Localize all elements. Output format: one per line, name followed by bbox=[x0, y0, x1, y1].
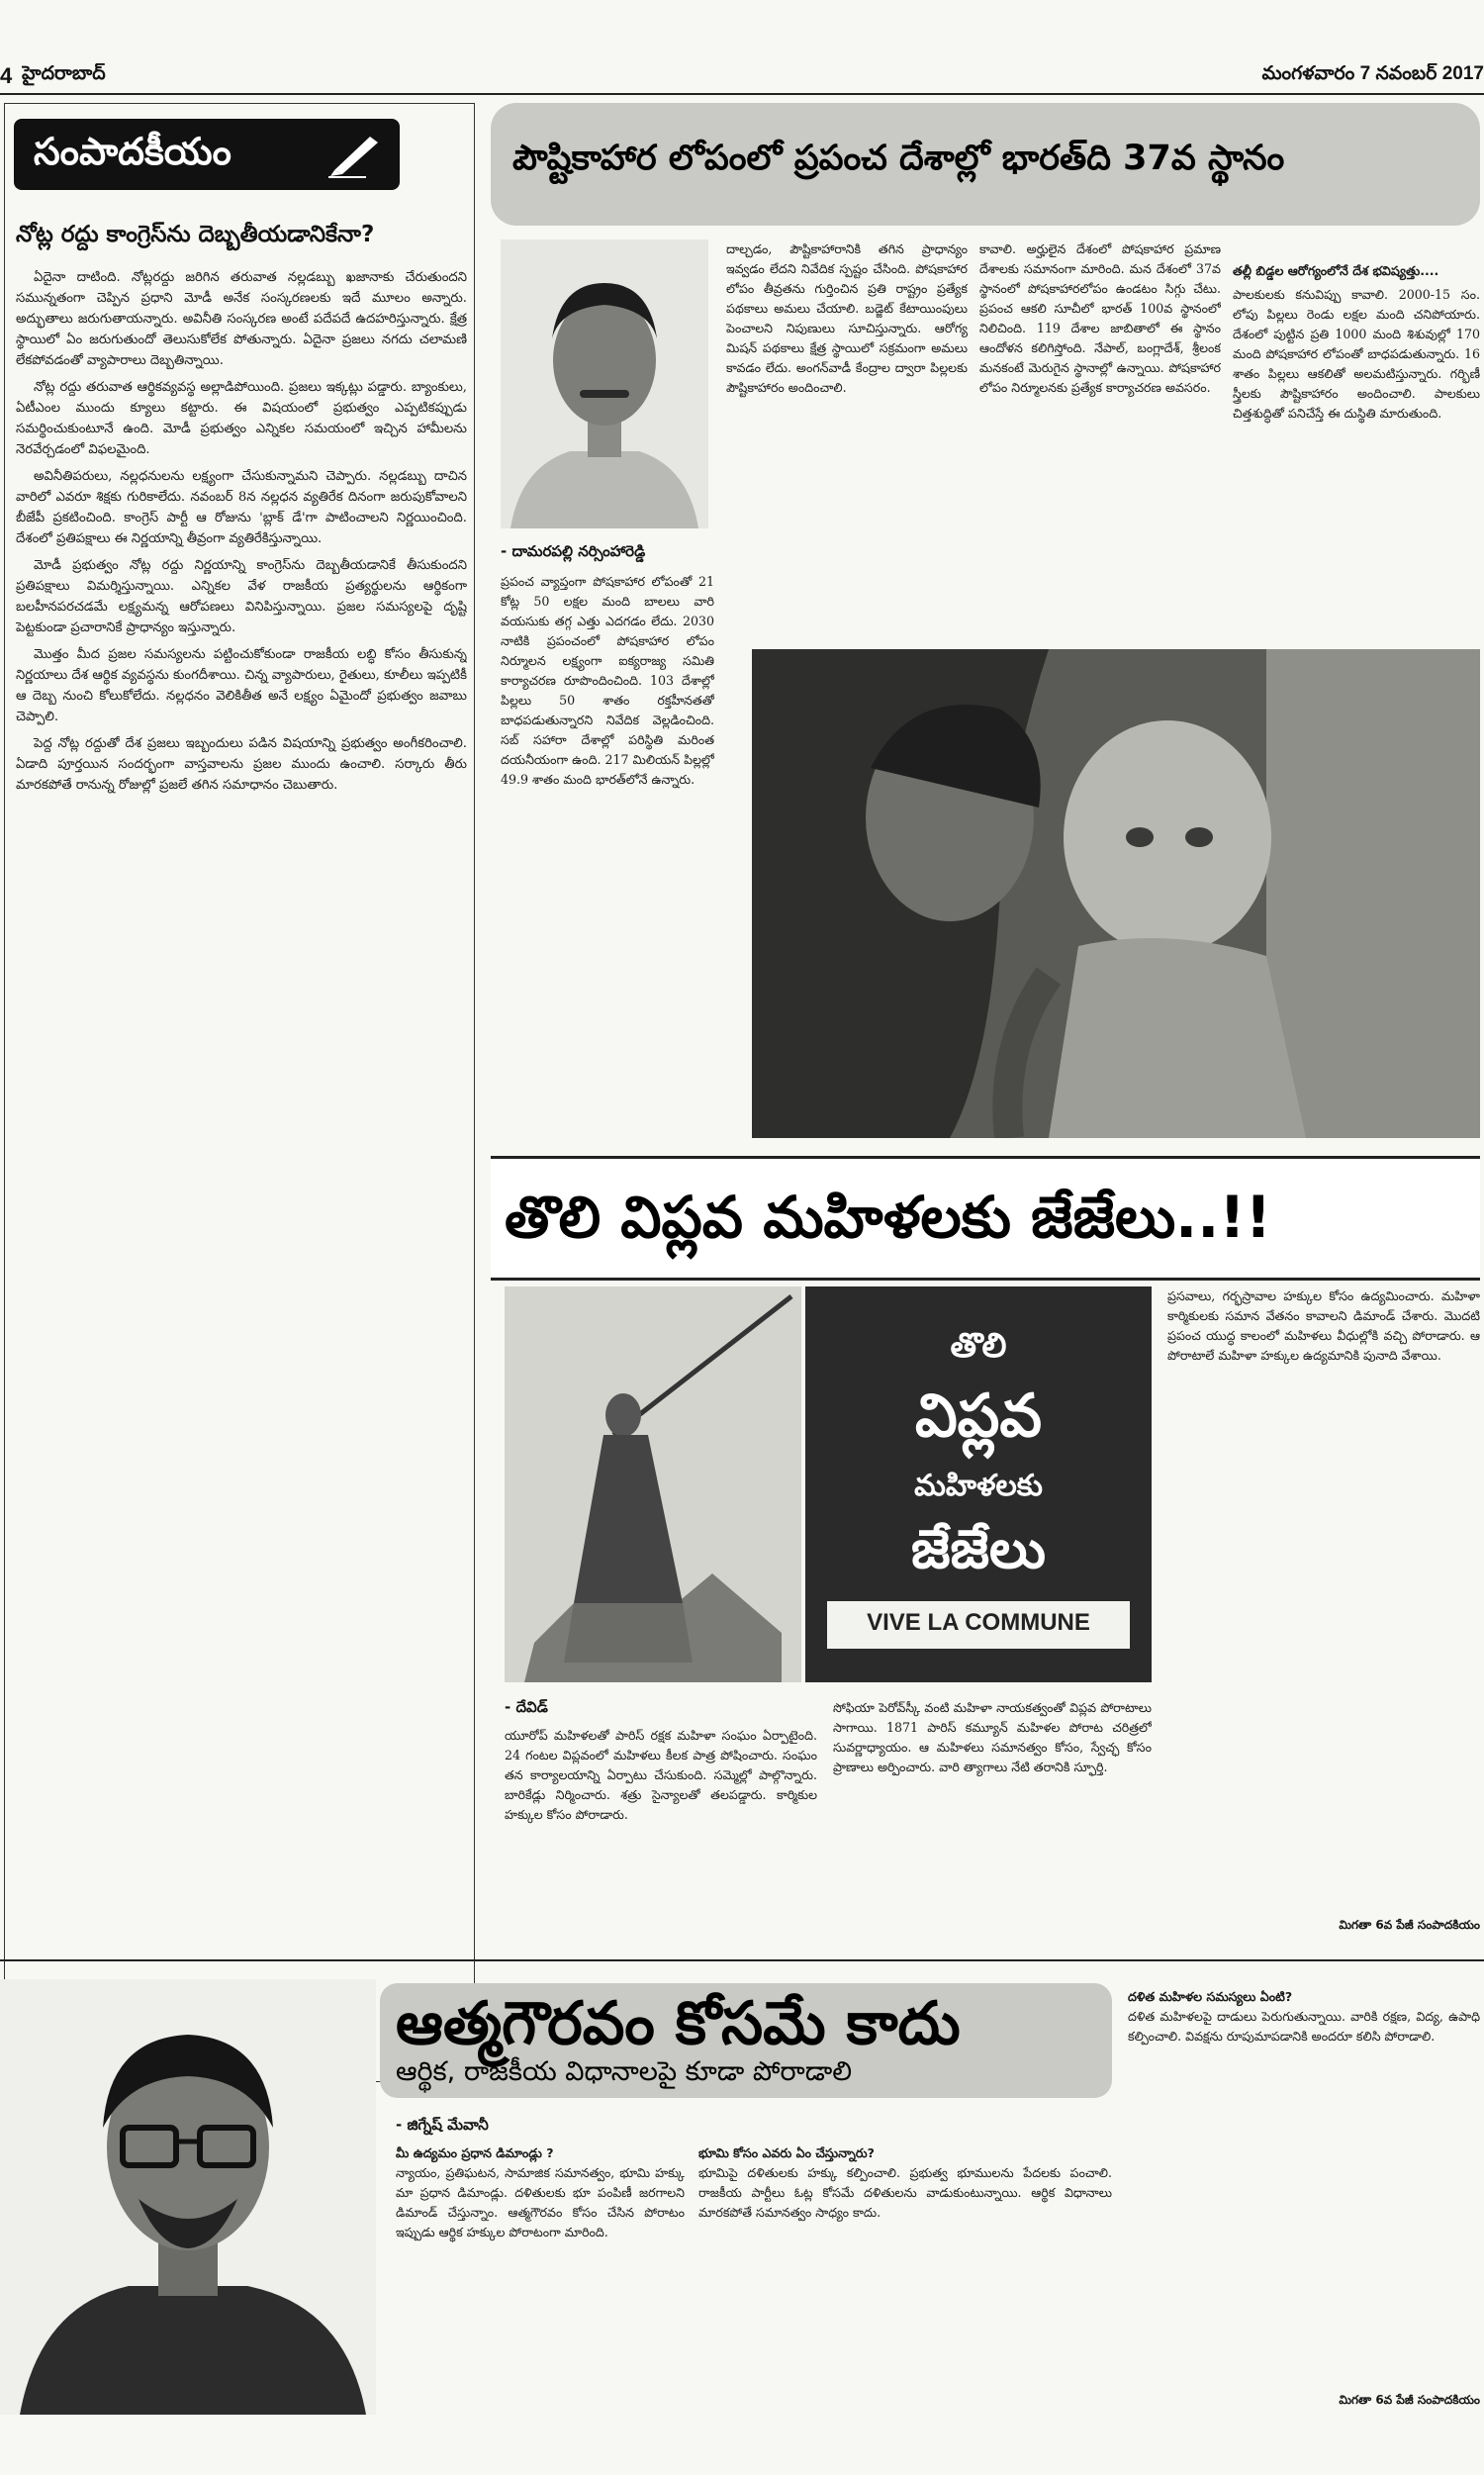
editorial-body bbox=[16, 267, 467, 2072]
story1-column-2: దాల్చడం, పౌష్టికాహారానికి తగిన ప్రాధాన్యం ఇవ్వడం లేదని నివేదిక స్పష్టం చేసింది. పోషకాహార లోపం తీవ్రతను గుర్తించిన ప్రతి రాష్ట్రం ప్రత్యేక పథకాలు అమలు చేయాలి. బడ్జెట్ కేటాయింపులు పెంచాలని నిపుణులు సూచిస్తున్నారు. ఆరోగ్య మిషన్ పథకాలు క్షేత్ర స్థాయిలో సక్రమంగా అమలు కావడం లేదు. అంగన్‌వాడీ కేంద్రాల ద్వారా పిల్లలకు పౌష్టికాహారం అందించాలి. bbox=[726, 241, 968, 395]
story2-column-right: ప్రసవాలు, గర్భస్రావాల హక్కుల కోసం ఉద్యమించారు. మహిళా కార్మికులకు సమాన వేతనం కావాలని డిమాండ్ చేశారు. మొదటి ప్రపంచ యుద్ధ కాలంలో మహిళలు వీధుల్లోకి వచ్చి పోరాడారు. ఆ పోరాటాలే మహిళా హక్కుల ఉద్యమానికి పునాది వేశాయి. bbox=[1167, 1288, 1480, 1363]
editorial-paragraph: అవినీతిపరులు, నల్లధనులను లక్ష్యంగా చేసుకున్నామని చెప్పారు. నల్లడబ్బు దాచిన వారిలో ఎవరూ శిక్షకు గురికాలేదు. నవంబర్ 8న నల్లధన వ్యతిరేక దినంగా జరుపుకోవాలని బీజేపీ ప్రకటించింది. కాంగ్రెస్ పార్టీ ఆ రోజును 'బ్లాక్ డే'గా పాటించాలని నిర్ణయించింది. దేశంలో ప్రతిపక్షాలు ఈ నిర్ణయాన్ని తీవ్రంగా వ్యతిరేకిస్తున్నాయి. bbox=[16, 469, 467, 546]
editorial-title: నోట్ల రద్దు కాంగ్రెస్‌ను దెబ్బతీయడానికేనా? bbox=[16, 222, 375, 247]
story3-column-1 bbox=[396, 2143, 685, 2411]
poster-slogan: VIVE LA COMMUNE bbox=[867, 1609, 1090, 1636]
page-number: 4 bbox=[0, 63, 13, 88]
story3-column-3 bbox=[1128, 1983, 1480, 2389]
story1-column-3: కావాలి. అర్హులైన దేశంలో పోషకాహార ప్రమాణ దేశాలకు సమానంగా మారింది. మన దేశంలో 37వ స్థానంలో పోషకాహారలోపం ఉండటం సిగ్గు చేటు. ప్రపంచ ఆకలి సూచీలో భారత్ 100వ స్థానంలో నిలిచింది. 119 దేశాల జాబితాలో ఈ స్థానం ఆందోళన కలిగిస్తోంది. నేపాల్, బంగ్లాదేశ్, శ్రీలంక మనకంటే మెరుగైన స్థానాల్లో ఉన్నాయి. పోషకాహార లోపం నిర్మూలనకు ప్రత్యేక కార్యాచరణ అవసరం. bbox=[979, 241, 1221, 395]
story1-headline: పౌష్టికాహార లోపంలో ప్రపంచ దేశాల్లో భారత్‌ది 37వ స్థానం bbox=[512, 139, 1285, 178]
editorial-paragraph: పెద్ద నోట్ల రద్దుతో దేశ ప్రజలు ఇబ్బందులు పడిన విషయాన్ని ప్రభుత్వం అంగీకరించాలి. ఏడాది పూర్తయిన సందర్భంగా వాస్తవాలను ప్రజల ముందు ఉంచాలి. సర్కారు తీరు మారకపోతే రానున్న రోజుల్లో ప్రజలే తగిన సమాధానం చెబుతారు. bbox=[16, 736, 467, 793]
poster-line-1: తొలి bbox=[950, 1326, 1007, 1366]
editorial-paragraph: మోడీ ప్రభుత్వం నోట్ల రద్దు నిర్ణయాన్ని కాంగ్రెస్‌ను దెబ్బతీయడానికే తీసుకుందని ప్రతిపక్షాలు విమర్శిస్తున్నాయి. ఎన్నికల వేళ రాజకీయ ప్రత్యర్థులను ఆర్థికంగా బలహీనపరచడమే లక్ష్యమన్న ఆరోపణలు వినిపిస్తున్నాయి. ప్రజల సమస్యలపై దృష్టి పెట్టకుండా ప్రచారానికే ప్రాధాన్యం ఇస్తున్నారు. bbox=[16, 558, 467, 635]
story3-byline: - జిగ్నేష్ మేవానీ bbox=[396, 2116, 489, 2134]
story3-headline: ఆత్మగౌరవం కోసమే కాదు bbox=[396, 1989, 961, 2058]
interview-answer: దళిత మహిళలపై దాడులు పెరుగుతున్నాయి. వారికి రక్షణ, విద్య, ఉపాధి కల్పించాలి. వివక్షను రూపుమాపడానికి అందరూ కలిసి పోరాడాలి. bbox=[1128, 2009, 1480, 2044]
story2-column-left: యూరోప్ మహిళలతో పారిస్ రక్షక మహిళా సంఘం ఏర్పాటైంది. 24 గంటల విప్లవంలో మహిళలు కీలక పాత్ర పోషించారు. సంఘం తన కార్యాలయాన్ని ఏర్పాటు చేసుకుంది. సమ్మెల్లో పాల్గొన్నారు. బారికేడ్లు నిర్మించారు. శత్రు సైన్యాలతో తలపడ్డారు. కార్మికుల హక్కుల కోసం పోరాడారు. bbox=[505, 1728, 817, 1822]
poster-line-4: జేజేలు bbox=[911, 1518, 1046, 1580]
poster-line-3: మహిళలకు bbox=[914, 1469, 1043, 1503]
section-rule bbox=[0, 1959, 1484, 1961]
masthead-rule bbox=[0, 93, 1484, 95]
editorial-paragraph: నోట్ల రద్దు తరువాత ఆర్థికవ్యవస్థ అల్లాడిపోయింది. ప్రజలు ఇక్కట్లు పడ్డారు. బ్యాంకులు, ఏటీఎంల ముందు క్యూలు కట్టారు. ఈ విషయంలో ప్రభుత్వం ఎప్పటికప్పుడు సమర్థించుకుంటూనే ఉంది. మోడీ ప్రభుత్వం ఎన్నికల సమయంలో ఇచ్చిన హామీలను నెరవేర్చడంలో విఫలమైంది. bbox=[16, 380, 467, 457]
interview-answer: భూమిపై దళితులకు హక్కు కల్పించాలి. ప్రభుత్వ భూములను పేదలకు పంచాలి. రాజకీయ పార్టీలు ఓట్ల కోసమే దళితులను వాడుకుంటున్నాయి. ఆర్థిక విధానాలు మారకపోతే సమానత్వం సాధ్యం కాదు. bbox=[698, 2165, 1112, 2220]
interview-question: భూమి కోసం ఎవరు ఏం చేస్తున్నారు? bbox=[698, 2145, 875, 2160]
commune-woman-illustration bbox=[505, 1286, 801, 1682]
story1-byline: - దామరపల్లి నర్సింహారెడ్డి bbox=[501, 542, 646, 560]
editorial-paragraph: ఏదైనా దాటింది. నోట్లరద్దు జరిగిన తరువాత నల్లడబ్బు ఖజానాకు చేరుతుందని సమున్నతంగా చెప్పిన ప్రధాని మోడీ అనేక సంస్కరణలకు ఇదే మూలం అన్నారు. అద్భుతాలు జరుగుతాయన్నారు. అవినీతి సంస్కరణ అంటే పదేపదే ఉదహరిస్తున్నారు. క్షేత్ర స్థాయిలో ఏం జరుగుతుందో తెలుసుకోలేక పోతున్నారు. ఏదైనా ప్రజలు నగదు చలామణి లేకపోవడంతో వ్యాపారాలు దెబ్బతిన్నాయి. bbox=[16, 270, 467, 368]
interview-question: దళిత మహిళల సమస్యలు ఏంటి? bbox=[1128, 1989, 1293, 2004]
story1-sidebar-title: తల్లీ బిడ్డల ఆరోగ్యంలోనే దేశ భవిష్యత్తు.... bbox=[1233, 263, 1439, 278]
story2-headline: తొలి విప్లవ మహిళలకు జేజేలు..!! bbox=[505, 1184, 1272, 1251]
pen-icon bbox=[326, 131, 386, 178]
author-photo-narsimha-reddy bbox=[501, 239, 708, 528]
story1-column-1: ప్రపంచ వ్యాప్తంగా పోషకాహార లోపంతో 21 కోట్ల 50 లక్షల మంది బాలలు వారి వయసుకు తగ్గ ఎత్తు ఎదగడం లేదు. 2030 నాటికి ప్రపంచంలో పోషకాహార లోపం నిర్మూలన లక్ష్యంగా ఐక్యరాజ్య సమితి కార్యాచరణ రూపొందించింది. 103 దేశాల్లో పిల్లలు 50 శాతం రక్తహీనతతో బాధపడుతున్నారని నివేదిక వెల్లడించింది. సబ్ సహారా దేశాల్లో పరిస్థితి మరింత దయనీయంగా ఉంది. 217 మిలియన్ పిల్లల్లో 49.9 శాతం మంది భారత్‌లోనే ఉన్నారు. bbox=[501, 574, 714, 787]
editorial-label: సంపాదకీయం bbox=[34, 130, 232, 173]
story1-column-4 bbox=[1233, 239, 1480, 635]
story2-credit: మిగతా 6వ పేజీ సంపాదకియం bbox=[1339, 1918, 1480, 1932]
malnourished-child-photo bbox=[752, 649, 1480, 1138]
city-name: హైదరాబాద్ bbox=[22, 63, 106, 84]
author-photo-jignesh bbox=[0, 1979, 376, 2415]
story1-sidebar-text: పాలకులకు కనువిప్పు కావాలి. 2000-15 సం. లోపు పిల్లలు రెండు లక్షల మంది చనిపోయారు. దేశంలో పుట్టిన ప్రతి 1000 మంది శిశువుల్లో 170 మంది పోషకాహార లోపంతో బాధపడుతున్నారు. 16 శాతం పిల్లలు ఆకలితో అలమటిస్తున్నారు. గర్భిణీ స్త్రీలకు పౌష్టికాహారం అందించాలి. పాలకులు చిత్తశుద్ధితో పనిచేస్తే ఈ దుస్థితి మారుతుంది. bbox=[1233, 287, 1480, 421]
story2-column-mid: సోఫియా పెరోవ్‌స్కీ వంటి మహిళా నాయకత్వంతో విప్లవ పోరాటాలు సాగాయి. 1871 పారిస్ కమ్యూన్ మహిళల పోరాట చరిత్రలో సువర్ణాధ్యాయం. ఆ మహిళలు సమానత్వం కోసం, స్వేచ్ఛ కోసం ప్రాణాలు అర్పించారు. వారి త్యాగాలు నేటి తరానికి స్ఫూర్తి. bbox=[833, 1700, 1152, 1774]
poster-line-2: విప్లవ bbox=[915, 1381, 1042, 1451]
story2-byline: - దేవిడ్ bbox=[505, 1698, 548, 1716]
interview-answer: న్యాయం, ప్రతిఘటన, సామాజిక సమానత్వం, భూమి హక్కు మా ప్రధాన డిమాండ్లు. దళితులకు భూ పంపిణీ జరగాలని డిమాండ్ చేస్తున్నాం. ఆత్మగౌరవం కోసం చేసిన పోరాటం ఇప్పుడు ఆర్థిక హక్కుల పోరాటంగా మారింది. bbox=[396, 2165, 685, 2239]
interview-question: మీ ఉద్యమం ప్రధాన డిమాండ్లు ? bbox=[396, 2145, 554, 2160]
story3-subhead: ఆర్థిక, రాజకీయ విధానాలపై కూడా పోరాడాలి bbox=[396, 2056, 853, 2087]
issue-date: మంగళవారం 7 నవంబర్ 2017 bbox=[1261, 63, 1484, 84]
story3-column-2 bbox=[698, 2143, 1112, 2411]
editorial-paragraph: మొత్తం మీద ప్రజల సమస్యలను పట్టించుకోకుండా రాజకీయ లబ్ధి కోసం తీసుకున్న నిర్ణయాలు దేశ ఆర్థిక వ్యవస్థను కుంగదీశాయి. చిన్న వ్యాపారులు, రైతులు, కూలీలు ఇప్పటికీ ఆ దెబ్బ నుంచి కోలుకోలేదు. నల్లధనం వెలికితీత అనే లక్ష్యం ఏమైందో ప్రభుత్వం జవాబు చెప్పాలి. bbox=[16, 647, 467, 724]
story3-credit: మిగతా 6వ పేజీ సంపాదకియం bbox=[1339, 2393, 1480, 2407]
